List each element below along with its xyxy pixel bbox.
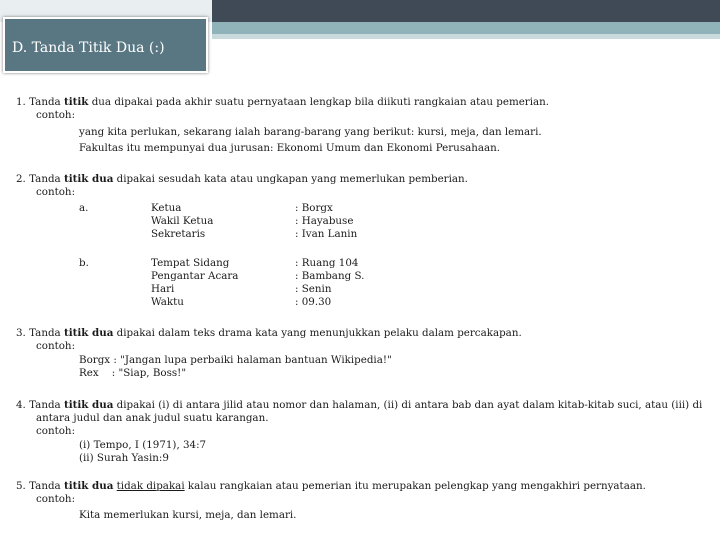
rule-underlined: tidak dipakai: [116, 480, 185, 492]
example-line: Fakultas itu mempunyai dua jurusan: Ekonomi Umum dan Ekonomi Perusahaan.: [79, 142, 501, 154]
rule-text: dipakai sesudah kata atau ungkapan yang memerlukan pemberian.: [113, 173, 468, 185]
group-b-key: Hari: [151, 283, 175, 295]
example-line: Rex : "Siap, Boss!": [79, 367, 187, 379]
rule-2: [16, 173, 468, 187]
rule-bold: titik dua: [63, 327, 114, 339]
rule-number: 3.: [16, 327, 26, 339]
example-line: Kita memerlukan kursi, meja, dan lemari.: [79, 509, 297, 521]
group-b-value: : Senin: [295, 283, 332, 295]
rule-lead: Tanda: [29, 96, 64, 108]
rule-lead: Tanda: [29, 327, 64, 339]
top-bar-accent-light: [212, 34, 720, 39]
group-b-key: Tempat Sidang: [151, 257, 230, 269]
rule-number: 1.: [16, 96, 26, 108]
example-label: contoh:: [36, 493, 76, 505]
group-a-key: Wakil Ketua: [151, 215, 214, 227]
rule-3: [16, 327, 522, 341]
example-line: (i) Tempo, I (1971), 34:7: [79, 439, 207, 451]
group-b-marker: b.: [79, 257, 89, 269]
group-a-value: : Ivan Lanin: [295, 228, 358, 240]
group-b-value: : Bambang S.: [295, 270, 365, 282]
top-bar-accent: [212, 22, 720, 34]
group-b-value: : 09.30: [295, 296, 332, 308]
rule-text: dipakai (i) di antara jilid atau nomor dan halaman, (ii) di antara bab dan ayat dalam kitab-kitab suci, atau (iii) di: [113, 399, 703, 411]
group-a-value: : Borgx: [295, 202, 333, 214]
top-bar-dark: [212, 0, 720, 22]
group-a-key: Ketua: [151, 202, 182, 214]
rule-lead: Tanda: [29, 173, 64, 185]
rule-text: dipakai dalam teks drama kata yang menunjukkan pelaku dalam percakapan.: [113, 327, 522, 339]
rule-text: kalau rangkaian atau pemerian itu merupakan pelengkap yang mengakhiri pernyataan.: [184, 480, 646, 492]
rule-4: [16, 399, 702, 413]
rule-text-continued: antara judul dan anak judul suatu karangan.: [36, 412, 269, 424]
group-b-value: : Ruang 104: [295, 257, 359, 269]
group-a-value: : Hayabuse: [295, 215, 354, 227]
group-a-marker: a.: [79, 202, 89, 214]
example-label: contoh:: [36, 186, 76, 198]
example-label: contoh:: [36, 425, 76, 437]
rule-text: dua dipakai pada akhir suatu pernyataan lengkap bila diikuti rangkaian atau pemerian.: [88, 96, 550, 108]
rule-lead: Tanda: [29, 480, 64, 492]
group-b-key: Waktu: [151, 296, 184, 308]
example-line: yang kita perlukan, sekarang ialah barang-barang yang berikut: kursi, meja, dan lemari.: [79, 126, 542, 138]
rule-number: 4.: [16, 399, 26, 411]
example-label: contoh:: [36, 109, 76, 121]
rule-5: [16, 480, 646, 494]
rule-1: [16, 96, 549, 110]
example-label: contoh:: [36, 340, 76, 352]
group-b-key: Pengantar Acara: [151, 270, 239, 282]
example-line: (ii) Surah Yasin:9: [79, 452, 169, 464]
rule-bold: titik dua: [63, 480, 114, 492]
example-line: Borgx : "Jangan lupa perbaiki halaman bantuan Wikipedia!": [79, 354, 392, 366]
rule-bold: titik dua: [63, 399, 114, 411]
rule-number: 5.: [16, 480, 26, 492]
slide-title: D. Tanda Titik Dua (:): [12, 40, 165, 56]
rule-number: 2.: [16, 173, 26, 185]
rule-bold: titik: [63, 96, 89, 108]
rule-lead: Tanda: [29, 399, 64, 411]
group-a-key: Sekretaris: [151, 228, 206, 240]
rule-bold: titik dua: [63, 173, 114, 185]
